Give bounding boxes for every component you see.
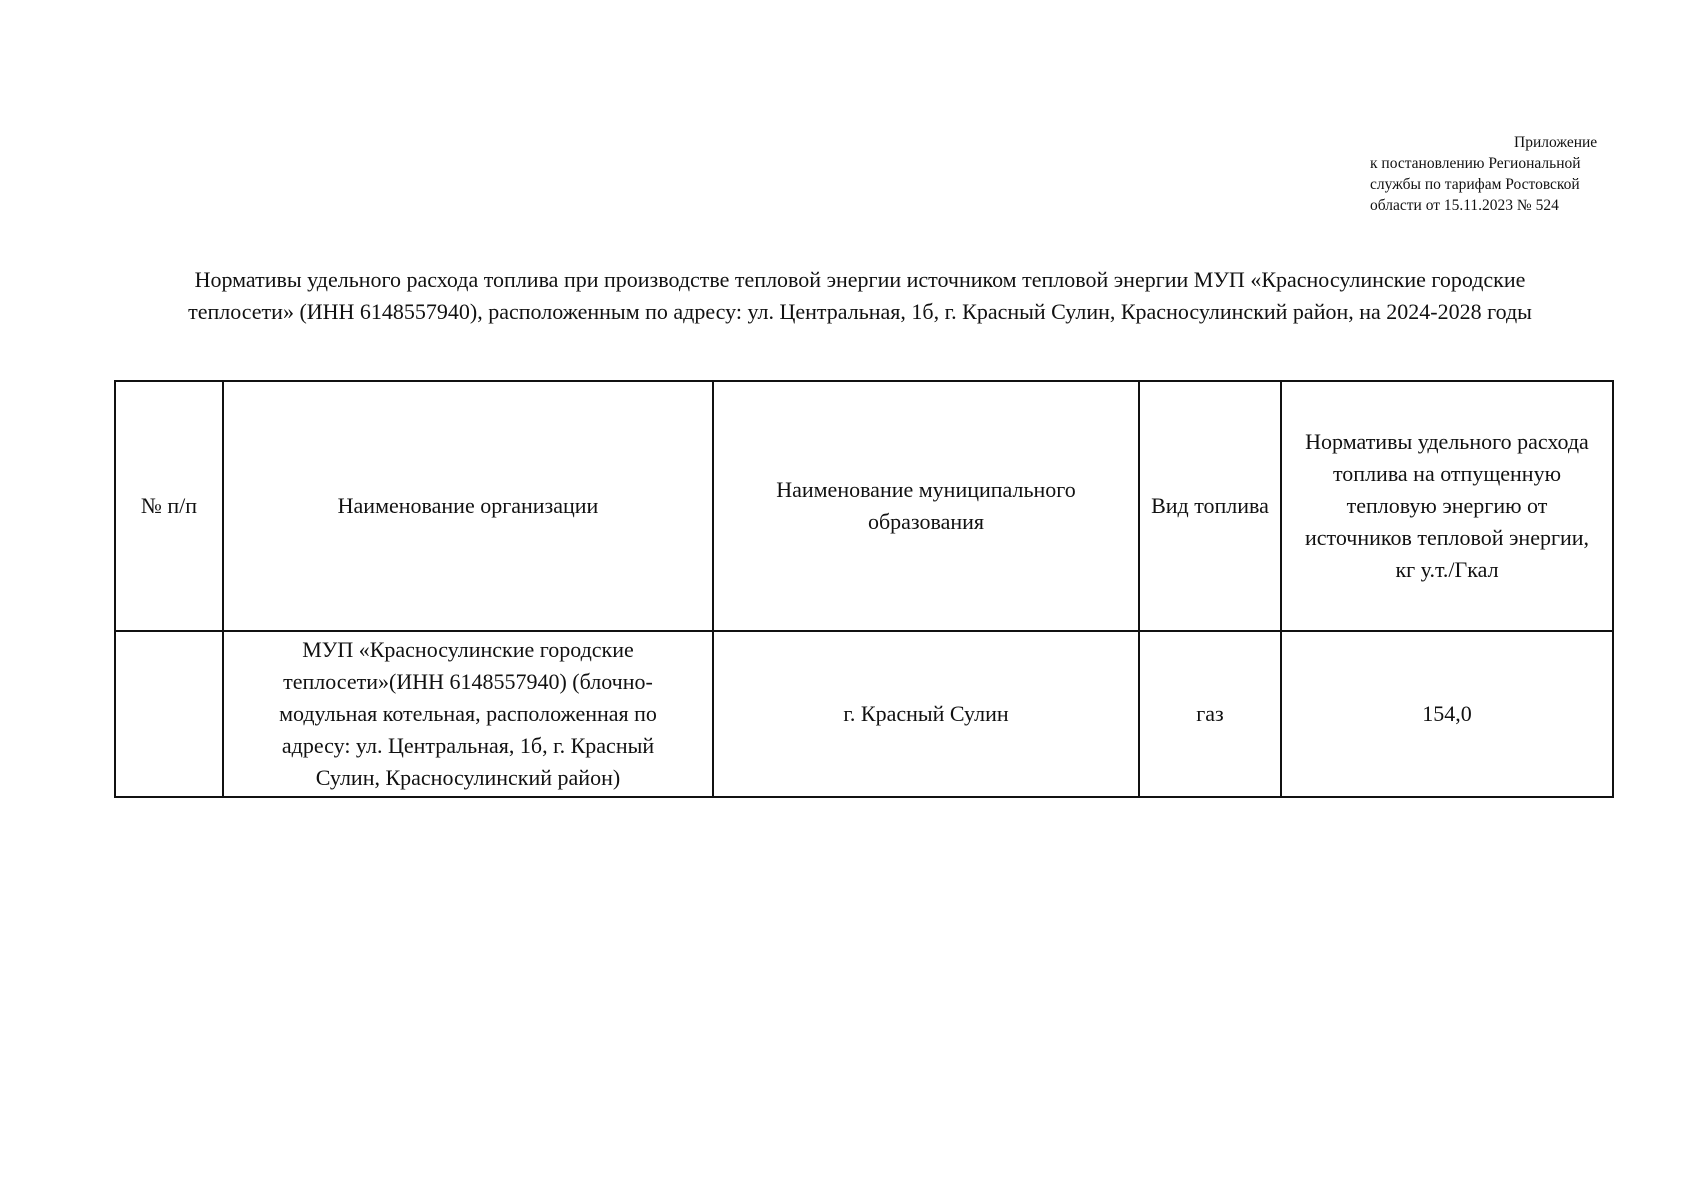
header-norm-line: Нормативы удельного расхода [1305, 429, 1589, 454]
header-norm-line: источников тепловой энергии, [1304, 525, 1590, 550]
appendix-line: области от 15.11.2023 № 524 [1370, 197, 1559, 214]
cell-organization-line: адресу: ул. Центральная, 1б, г. Красный [281, 733, 655, 758]
header-municipality-line: Наименование муниципального [776, 477, 1076, 502]
cell-norm-value: 154,0 [1281, 631, 1613, 797]
cell-organization-line: теплосети»(ИНН 6148557940) (блочно- [283, 669, 653, 694]
cell-fuel-type: газ [1139, 631, 1281, 797]
appendix-line: Приложение [1514, 134, 1598, 151]
title-line: теплосети» (ИНН 6148557940), расположенным по адресу: ул. Центральная, 1б, г. Красный Сулин, Красносулинский район, на 2024-2028 годы [188, 299, 1532, 324]
header-municipality-line: образования [867, 509, 985, 534]
appendix-line: службы по тарифам Ростовской [1370, 176, 1580, 193]
header-municipality [713, 381, 1139, 631]
document-title [110, 264, 1610, 328]
title-line: Нормативы удельного расхода топлива при производстве тепловой энергии источником тепловой энергии МУП «Красносулинские городские [194, 267, 1526, 292]
cell-organization-line: МУП «Красносулинские городские [302, 637, 634, 662]
header-norm [1281, 381, 1613, 631]
table-row [115, 631, 1613, 797]
cell-municipality: г. Красный Сулин [713, 631, 1139, 797]
cell-number [115, 631, 223, 797]
header-norm-line: кг у.т./Гкал [1395, 557, 1499, 582]
header-organization: Наименование организации [223, 381, 713, 631]
norms-table [114, 380, 1614, 798]
appendix-note [1370, 132, 1670, 216]
appendix-line: к постановлению Региональной [1370, 155, 1581, 172]
header-fuel-type: Вид топлива [1139, 381, 1281, 631]
cell-organization-line: Сулин, Красносулинский район) [315, 765, 621, 790]
table-header-row [115, 381, 1613, 631]
header-number: № п/п [115, 381, 223, 631]
header-norm-line: тепловую энергию от [1346, 493, 1548, 518]
header-norm-line: топлива на отпущенную [1332, 461, 1562, 486]
cell-organization-line: модульная котельная, расположенная по [279, 701, 657, 726]
cell-organization [223, 631, 713, 797]
